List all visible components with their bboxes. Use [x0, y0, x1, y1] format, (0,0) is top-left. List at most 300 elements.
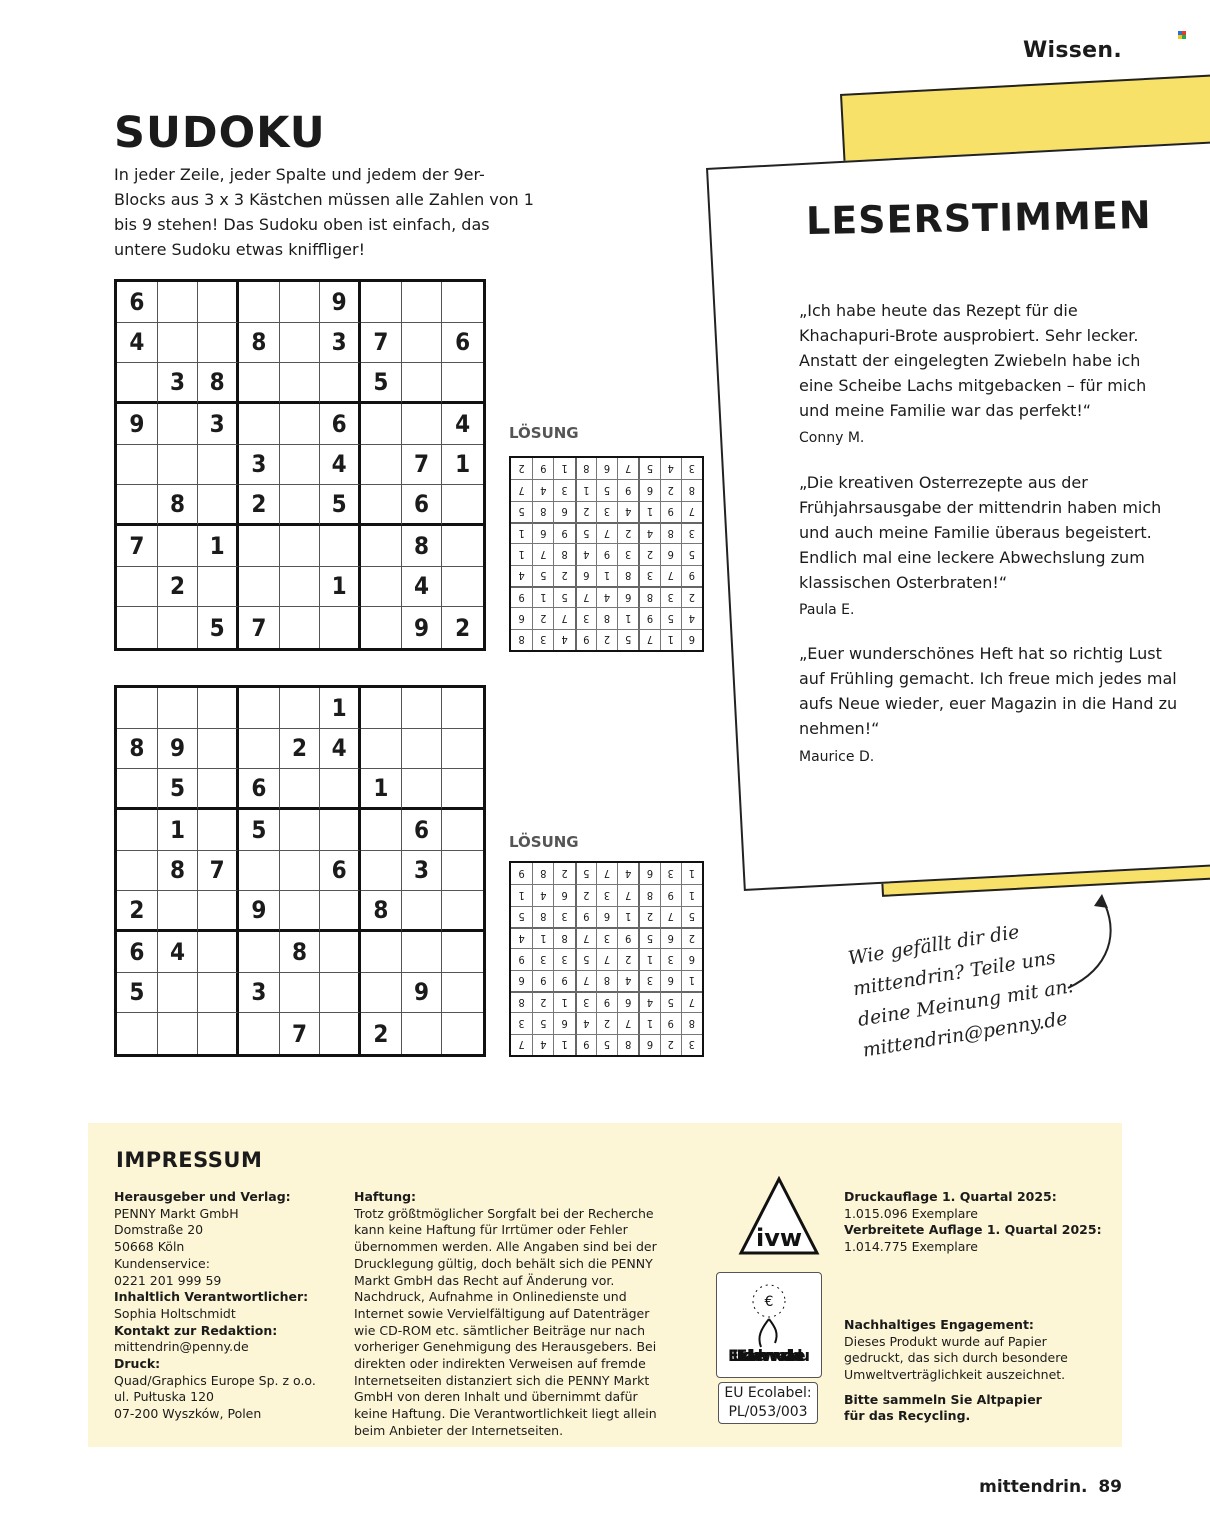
sudoku-cell: 7 — [532, 543, 553, 564]
sudoku-cell — [280, 445, 321, 486]
sudoku-cell: 8 — [660, 522, 681, 543]
solution-easy-grid — [509, 456, 704, 652]
sudoku-cell: 8 — [511, 991, 532, 1012]
sudoku-cell: 6 — [117, 932, 158, 973]
sudoku-cell: 1 — [553, 458, 574, 479]
sudoku-cell: 1 — [361, 769, 402, 810]
sudoku-cell — [402, 729, 443, 770]
sudoku-cell: 6 — [596, 906, 617, 927]
sudoku-cell: 1 — [158, 810, 199, 851]
sudoku-cell: 2 — [532, 991, 553, 1012]
sudoku-cell: 9 — [660, 1012, 681, 1033]
sudoku-cell: 2 — [617, 522, 638, 543]
sudoku-cell: 6 — [532, 522, 553, 543]
sudoku-cell — [280, 769, 321, 810]
sudoku-cell: 2 — [553, 565, 574, 586]
sudoku-cell: 6 — [239, 769, 280, 810]
impressum-publisher-column — [114, 1189, 344, 1423]
sudoku-cell: 7 — [511, 1034, 532, 1055]
reader-author: Paula E. — [799, 602, 855, 618]
sudoku-cell: 3 — [617, 543, 638, 564]
sudoku-cell — [442, 810, 483, 851]
sudoku-cell: 2 — [596, 629, 617, 650]
print-line: 07-200 Wyszków, Polen — [114, 1406, 262, 1422]
sudoku-cell — [320, 810, 361, 851]
sudoku-cell: 4 — [402, 567, 443, 608]
sudoku-cell: 5 — [320, 485, 361, 526]
sudoku-cell: 8 — [361, 891, 402, 932]
sudoku-cell — [280, 567, 321, 608]
sudoku-cell: 1 — [617, 607, 638, 628]
sudoku-cell: 7 — [198, 851, 239, 892]
sudoku-cell: 7 — [596, 863, 617, 884]
sudoku-cell: 6 — [660, 970, 681, 991]
print-run-value: 1.015.096 Exemplare — [844, 1205, 978, 1221]
sudoku-cell: 6 — [638, 1034, 659, 1055]
sudoku-cell: 2 — [575, 501, 596, 522]
sudoku-cell: 3 — [158, 363, 199, 404]
sudoku-cell — [280, 282, 321, 323]
sudoku-cell — [117, 810, 158, 851]
sudoku-cell — [158, 973, 199, 1014]
sudoku-cell: 9 — [617, 927, 638, 948]
sudoku-cell: 9 — [511, 586, 532, 607]
sudoku-cell: 5 — [575, 522, 596, 543]
sudoku-cell: 1 — [681, 884, 702, 905]
sudoku-cell — [239, 282, 280, 323]
sudoku-cell: 9 — [596, 543, 617, 564]
sudoku-cell: 4 — [681, 607, 702, 628]
sudoku-cell — [198, 729, 239, 770]
sustainability-text: Dieses Produkt wurde auf Papier gedruckt, das sich durch besondere Umweltverträglichkeit auszeichnet. — [844, 1333, 1068, 1382]
sudoku-cell: 7 — [596, 522, 617, 543]
sudoku-cell: 5 — [617, 629, 638, 650]
ivw-logo-text: ivw — [755, 1224, 803, 1252]
sudoku-cell — [402, 891, 443, 932]
sudoku-cell: 8 — [532, 501, 553, 522]
sudoku-cell: 5 — [361, 363, 402, 404]
sudoku-cell: 2 — [638, 906, 659, 927]
sudoku-cell: 2 — [660, 1034, 681, 1055]
sudoku-cell: 5 — [158, 769, 199, 810]
sudoku-cell — [442, 1013, 483, 1054]
sudoku-cell: 6 — [660, 543, 681, 564]
sudoku-cell — [280, 973, 321, 1014]
sudoku-cell: 2 — [638, 543, 659, 564]
footer-brand: mittendrin. — [979, 1477, 1088, 1497]
sudoku-cell — [402, 404, 443, 445]
sudoku-cell: 3 — [511, 1012, 532, 1033]
sudoku-cell — [158, 688, 199, 729]
sudoku-cell: 7 — [511, 479, 532, 500]
sudoku-cell — [198, 282, 239, 323]
sudoku-cell: 4 — [532, 884, 553, 905]
sudoku-cell — [280, 485, 321, 526]
sudoku-cell: 1 — [553, 1034, 574, 1055]
sudoku-cell — [198, 688, 239, 729]
sudoku-cell: 8 — [553, 543, 574, 564]
sudoku-cell: 3 — [553, 906, 574, 927]
publisher-line: Kundenservice: — [114, 1255, 210, 1271]
sudoku-cell — [158, 404, 199, 445]
sudoku-cell — [158, 607, 199, 648]
ecolabel-logo-icon — [716, 1272, 822, 1378]
sudoku-cell — [320, 363, 361, 404]
reader-quote: „Ich habe heute das Rezept für die Khachapuri-Brote ausprobiert. Sehr lecker. Anstatt der eingelegten Zwiebeln habe ich eine Scheibe Lachs mitgebacken – für mich und meine Familie war das perfekt!“ — [799, 301, 1147, 420]
sudoku-cell — [239, 526, 280, 567]
sudoku-cell: 5 — [681, 906, 702, 927]
sudoku-cell — [361, 688, 402, 729]
sudoku-cell: 5 — [681, 543, 702, 564]
sudoku-cell: 7 — [575, 586, 596, 607]
sudoku-cell: 7 — [617, 884, 638, 905]
sudoku-cell: 3 — [596, 501, 617, 522]
sudoku-cell — [442, 567, 483, 608]
sudoku-cell — [158, 323, 199, 364]
sudoku-cell: 6 — [617, 586, 638, 607]
sudoku-cell: 2 — [596, 1012, 617, 1033]
sudoku-cell: 6 — [553, 501, 574, 522]
sudoku-cell: 6 — [638, 863, 659, 884]
sudoku-cell: 5 — [511, 501, 532, 522]
sudoku-cell: 5 — [532, 1012, 553, 1033]
sudoku-cell — [117, 1013, 158, 1054]
sudoku-cell: 2 — [681, 927, 702, 948]
reader-author: Maurice D. — [799, 749, 875, 765]
sudoku-cell — [198, 932, 239, 973]
sudoku-cell — [361, 932, 402, 973]
distributed-label: Verbreitete Auflage 1. Quartal 2025: — [844, 1222, 1102, 1238]
sudoku-cell: 7 — [681, 501, 702, 522]
sudoku-cell: 4 — [158, 932, 199, 973]
sudoku-cell — [117, 769, 158, 810]
sudoku-cell: 8 — [553, 927, 574, 948]
sudoku-cell: 8 — [280, 932, 321, 973]
sudoku-cell: 7 — [575, 927, 596, 948]
sudoku-cell: 1 — [638, 1012, 659, 1033]
sudoku-cell: 3 — [681, 458, 702, 479]
impressum-liability-column — [354, 1189, 674, 1440]
sudoku-cell: 4 — [617, 970, 638, 991]
impressum-print-run-column — [844, 1189, 1104, 1425]
sudoku-cell: 3 — [553, 948, 574, 969]
ecolabel-code-line: EU Ecolabel: — [724, 1385, 812, 1401]
sudoku-cell: 8 — [596, 970, 617, 991]
contact-email: mittendrin@penny.de — [114, 1339, 249, 1355]
sudoku-cell: 7 — [361, 323, 402, 364]
sudoku-cell: 3 — [532, 629, 553, 650]
sudoku-cell — [402, 769, 443, 810]
sudoku-cell: 8 — [117, 729, 158, 770]
sudoku-cell: 8 — [158, 485, 199, 526]
sudoku-cell: 1 — [511, 522, 532, 543]
contact-label: Kontakt zur Redaktion: — [114, 1322, 278, 1338]
sudoku-cell — [320, 607, 361, 648]
sudoku-cell: 6 — [638, 479, 659, 500]
sudoku-cell: 8 — [239, 323, 280, 364]
sudoku-cell — [361, 810, 402, 851]
sudoku-cell: 8 — [402, 526, 443, 567]
sudoku-cell: 8 — [681, 1012, 702, 1033]
handwritten-note: Wie gefällt dir die mittendrin? Teile uns deine Meinung mit an: mittendrin@penny.de — [846, 920, 1076, 1062]
sudoku-cell — [158, 445, 199, 486]
sudoku-cell — [402, 1013, 443, 1054]
sudoku-cell: 9 — [660, 501, 681, 522]
sudoku-cell: 6 — [681, 948, 702, 969]
sudoku-cell: 2 — [361, 1013, 402, 1054]
solution-hard-grid — [509, 861, 704, 1057]
sudoku-cell: 2 — [158, 567, 199, 608]
sudoku-cell: 1 — [638, 948, 659, 969]
sudoku-cell: 6 — [320, 851, 361, 892]
sudoku-cell: 5 — [198, 607, 239, 648]
sudoku-cell — [158, 891, 199, 932]
liability-text: Trotz größtmöglicher Sorgfalt bei der Recherche kann keine Haftung für Irrtümer oder Fehler übernommen werden. Alle Angaben sind bei der Drucklegung gültig, doch behält sich die PENNY Markt GmbH das Recht auf Änderung vor. Nachdruck, Aufnahme in Onlinedienste und Internet sowie Vervielfältigung auf Datenträger wie CD-ROM etc. sämtlicher Beiträge nur nach vorheriger Genehmigung des Herausgebers. Bei direkten oder indirekten Verweisen auf fremde Internetseiten distanziert sich die PENNY Markt GmbH von deren Inhalt und übernimmt dafür keine Haftung. Die Verantwortlichkeit liegt allein beim Anbieter der Internetseiten. — [354, 1205, 657, 1438]
sudoku-cell — [198, 891, 239, 932]
sudoku-cell: 1 — [596, 565, 617, 586]
sudoku-cell: 6 — [442, 323, 483, 364]
sudoku-cell: 9 — [617, 479, 638, 500]
sudoku-cell — [361, 404, 402, 445]
sudoku-cell: 6 — [681, 629, 702, 650]
sudoku-cell — [158, 282, 199, 323]
sudoku-cell: 8 — [158, 851, 199, 892]
sudoku-cell — [402, 932, 443, 973]
sudoku-cell — [402, 323, 443, 364]
sudoku-cell — [361, 973, 402, 1014]
recycling-text: Bitte sammeln Sie Altpapier für das Recycling. — [844, 1391, 1042, 1424]
solution-label-easy: LÖSUNG — [509, 424, 579, 442]
sudoku-cell: 4 — [320, 445, 361, 486]
sudoku-cell — [320, 932, 361, 973]
sudoku-cell: 9 — [518, 867, 525, 881]
page-number: 89 — [1098, 1477, 1122, 1497]
sudoku-cell: 2 — [280, 729, 321, 770]
sudoku-cell: 7 — [117, 526, 158, 567]
sudoku-cell: 6 — [660, 927, 681, 948]
sudoku-cell: 9 — [575, 1034, 596, 1055]
sudoku-cell: 3 — [320, 323, 361, 364]
sudoku-cell: 4 — [511, 565, 532, 586]
sudoku-cell: 4 — [638, 522, 659, 543]
sudoku-hard-grid — [114, 685, 486, 1057]
sudoku-cell: 8 — [511, 629, 532, 650]
sudoku-cell: 5 — [553, 586, 574, 607]
sudoku-cell: 2 — [553, 863, 574, 884]
sudoku-cell: 7 — [280, 1013, 321, 1054]
sudoku-cell: 3 — [239, 973, 280, 1014]
sudoku-cell: 5 — [596, 479, 617, 500]
sudoku-cell: 9 — [511, 948, 532, 969]
sudoku-cell — [442, 891, 483, 932]
sudoku-cell — [442, 485, 483, 526]
sudoku-cell: 4 — [117, 323, 158, 364]
sudoku-cell — [280, 891, 321, 932]
reader-quote: „Die kreativen Osterrezepte aus der Frühjahrsausgabe der mittendrin haben mich und auch meine Familie überaus begeistert. Endlich mal eine leckere Abwechslung zum klassischen Osterbraten!“ — [799, 473, 1162, 592]
sudoku-cell — [198, 567, 239, 608]
print-line: Quad/Graphics Europe Sp. z o.o. — [114, 1372, 316, 1388]
sudoku-cell — [198, 445, 239, 486]
sudoku-cell: 5 — [660, 607, 681, 628]
sudoku-cell: 4 — [638, 991, 659, 1012]
sudoku-cell: 8 — [532, 906, 553, 927]
sudoku-cell: 3 — [638, 565, 659, 586]
sudoku-cell: 4 — [532, 1034, 553, 1055]
sudoku-cell: 6 — [117, 282, 158, 323]
liability-label: Haftung: — [354, 1189, 417, 1204]
sudoku-cell: 4 — [511, 927, 532, 948]
sudoku-cell: 6 — [596, 458, 617, 479]
ivw-logo-icon — [738, 1176, 820, 1256]
sudoku-cell: 7 — [553, 607, 574, 628]
sudoku-cell: 8 — [617, 1034, 638, 1055]
sudoku-cell — [361, 729, 402, 770]
sudoku-cell — [117, 363, 158, 404]
sudoku-cell: 8 — [532, 863, 553, 884]
sudoku-cell — [361, 851, 402, 892]
sudoku-cell: 4 — [320, 729, 361, 770]
sudoku-cell: 7 — [660, 906, 681, 927]
sudoku-cell — [239, 688, 280, 729]
publisher-line: 0221 201 999 59 — [114, 1272, 222, 1288]
responsible-label: Inhaltlich Verantwortlicher: — [114, 1289, 309, 1305]
sudoku-cell: 7 — [617, 1012, 638, 1033]
sudoku-cell: 3 — [596, 927, 617, 948]
sudoku-cell — [239, 729, 280, 770]
sudoku-cell — [198, 1013, 239, 1054]
sudoku-cell: 3 — [660, 586, 681, 607]
sudoku-cell: 9 — [402, 973, 443, 1014]
sudoku-cell: 1 — [532, 927, 553, 948]
sudoku-cell — [280, 404, 321, 445]
leserstimmen-title: LESERSTIMMEN — [805, 192, 1152, 244]
sudoku-cell — [361, 445, 402, 486]
sudoku-cell — [442, 282, 483, 323]
sudoku-cell: 7 — [617, 458, 638, 479]
sudoku-cell — [402, 688, 443, 729]
sudoku-cell — [402, 282, 443, 323]
sudoku-cell: 1 — [681, 863, 702, 884]
sudoku-cell — [239, 567, 280, 608]
sudoku-cell: 6 — [553, 1012, 574, 1033]
sudoku-cell: 4 — [575, 1012, 596, 1033]
sudoku-cell — [198, 973, 239, 1014]
publisher-line: PENNY Markt GmbH — [114, 1205, 239, 1221]
sudoku-cell: 7 — [596, 948, 617, 969]
sudoku-cell: 5 — [575, 948, 596, 969]
sudoku-cell — [320, 526, 361, 567]
sudoku-cell: 4 — [617, 501, 638, 522]
sudoku-cell: 9 — [575, 906, 596, 927]
sudoku-cell — [117, 567, 158, 608]
sudoku-cell: 9 — [532, 458, 553, 479]
sudoku-cell — [280, 851, 321, 892]
sudoku-cell — [198, 485, 239, 526]
sudoku-cell: 9 — [660, 884, 681, 905]
sudoku-cell: 1 — [320, 567, 361, 608]
sudoku-cell — [442, 932, 483, 973]
sudoku-cell: 1 — [511, 884, 532, 905]
sudoku-cell: 5 — [239, 810, 280, 851]
sudoku-cell — [442, 769, 483, 810]
page-footer — [979, 1477, 1122, 1497]
sudoku-cell — [361, 485, 402, 526]
sudoku-easy-grid — [114, 279, 486, 651]
sudoku-cell: 1 — [511, 543, 532, 564]
sudoku-cell: 7 — [681, 991, 702, 1012]
sudoku-cell: 5 — [117, 973, 158, 1014]
sudoku-cell: 9 — [638, 607, 659, 628]
sudoku-cell — [361, 567, 402, 608]
sudoku-cell: 9 — [320, 282, 361, 323]
sudoku-cell — [442, 729, 483, 770]
sudoku-cell: 9 — [402, 607, 443, 648]
sudoku-cell: 5 — [575, 863, 596, 884]
sudoku-cell: 2 — [532, 607, 553, 628]
responsible-name: Sophia Holtschmidt — [114, 1305, 236, 1321]
sudoku-cell — [280, 323, 321, 364]
sudoku-cell: 4 — [596, 586, 617, 607]
sudoku-cell: 3 — [660, 948, 681, 969]
sudoku-cell: 1 — [198, 526, 239, 567]
sudoku-cell: 6 — [320, 404, 361, 445]
svg-text:€: € — [764, 1294, 774, 1310]
sudoku-cell: 8 — [638, 586, 659, 607]
sudoku-cell: 6 — [511, 970, 532, 991]
sudoku-cell: 3 — [681, 1034, 702, 1055]
sudoku-cell: 3 — [681, 522, 702, 543]
sudoku-cell — [117, 485, 158, 526]
sudoku-cell: 6 — [511, 607, 532, 628]
sudoku-cell — [280, 607, 321, 648]
sudoku-cell — [198, 769, 239, 810]
sudoku-cell — [239, 932, 280, 973]
sudoku-cell: 3 — [660, 863, 681, 884]
sudoku-cell — [117, 445, 158, 486]
sudoku-cell: 4 — [442, 404, 483, 445]
sudoku-cell — [198, 323, 239, 364]
sustainability-label: Nachhaltiges Engagement: — [844, 1316, 1034, 1332]
sudoku-cell: 8 — [681, 479, 702, 500]
sudoku-cell — [280, 526, 321, 567]
sudoku-cell: 5 — [638, 458, 659, 479]
sudoku-cell: 3 — [239, 445, 280, 486]
sudoku-cell — [117, 688, 158, 729]
sudoku-cell: 2 — [660, 479, 681, 500]
page-title: SUDOKU — [114, 108, 326, 158]
sudoku-cell: 5 — [638, 927, 659, 948]
corner-color-mark — [1178, 31, 1186, 39]
sudoku-cell — [320, 1013, 361, 1054]
sudoku-cell: 9 — [239, 891, 280, 932]
sudoku-cell — [361, 607, 402, 648]
sudoku-cell — [158, 1013, 199, 1054]
sudoku-cell — [442, 973, 483, 1014]
sudoku-cell: 9 — [553, 970, 574, 991]
sudoku-cell: 2 — [455, 613, 471, 642]
solution-label-hard: LÖSUNG — [509, 833, 579, 851]
distributed-value: 1.014.775 Exemplare — [844, 1239, 978, 1255]
print-line: ul. Pułtuska 120 — [114, 1389, 214, 1405]
sudoku-cell — [198, 810, 239, 851]
sudoku-cell: 7 — [638, 629, 659, 650]
intro-text: In jeder Zeile, jeder Spalte und jedem der 9er-Blocks aus 3 x 3 Kästchen müssen alle Zahlen von 1 bis 9 stehen! Das Sudoku oben ist einfach, das untere Sudoku etwas kniffliger! — [114, 165, 534, 259]
sudoku-cell — [442, 363, 483, 404]
sudoku-cell — [117, 607, 158, 648]
sudoku-cell: 1 — [442, 445, 483, 486]
sudoku-cell: 3 — [198, 404, 239, 445]
sudoku-cell: 4 — [660, 458, 681, 479]
